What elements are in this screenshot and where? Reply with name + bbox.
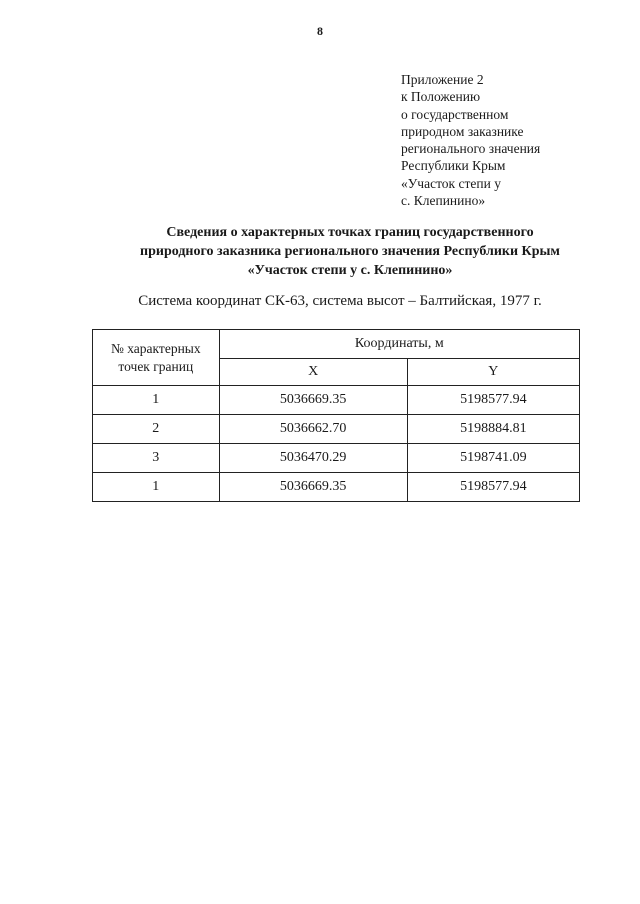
header-y: Y	[407, 359, 579, 386]
appendix-line: «Участок степи у	[401, 175, 501, 191]
cell-x: 5036470.29	[219, 444, 407, 473]
cell-point: 2	[93, 415, 220, 444]
appendix-line: Республики Крым	[401, 158, 506, 174]
appendix-line: к Положению	[401, 89, 481, 105]
coordinate-system-note: Система координат СК-63, система высот – Балтийская, 1977 г.	[138, 293, 542, 309]
cell-y: 5198577.94	[407, 386, 579, 415]
title-line: природного заказника регионального значения Республики Крым	[140, 244, 560, 259]
table-row	[93, 473, 580, 502]
appendix-note	[401, 71, 540, 209]
header-x: X	[219, 359, 407, 386]
table-row	[93, 386, 580, 415]
header-point-line: точек границ	[118, 358, 194, 374]
cell-y: 5198741.09	[407, 444, 579, 473]
document-title	[0, 223, 640, 280]
cell-x: 5036662.70	[219, 415, 407, 444]
header-coordinates: Координаты, м	[219, 330, 579, 359]
appendix-line: о государственном	[401, 106, 509, 122]
title-line: Сведения о характерных точках границ государственного	[166, 225, 534, 240]
boundary-points-table	[92, 329, 580, 502]
cell-x: 5036669.35	[219, 473, 407, 502]
cell-point: 3	[93, 444, 220, 473]
title-line: «Участок степи у с. Клепинино»	[247, 263, 453, 278]
cell-y: 5198577.94	[407, 473, 579, 502]
appendix-line: регионального значения	[401, 141, 541, 157]
appendix-line: Приложение 2	[401, 72, 484, 87]
appendix-line: с. Клепинино»	[401, 193, 486, 209]
cell-point: 1	[93, 386, 220, 415]
cell-y: 5198884.81	[407, 415, 579, 444]
table-row	[93, 444, 580, 473]
cell-point: 1	[93, 473, 220, 502]
header-point-number	[93, 330, 220, 386]
appendix-line: природном заказнике	[401, 123, 524, 139]
table-row	[93, 415, 580, 444]
page-number: 8	[317, 24, 323, 38]
cell-x: 5036669.35	[219, 386, 407, 415]
header-point-line: № характерных	[110, 340, 201, 356]
